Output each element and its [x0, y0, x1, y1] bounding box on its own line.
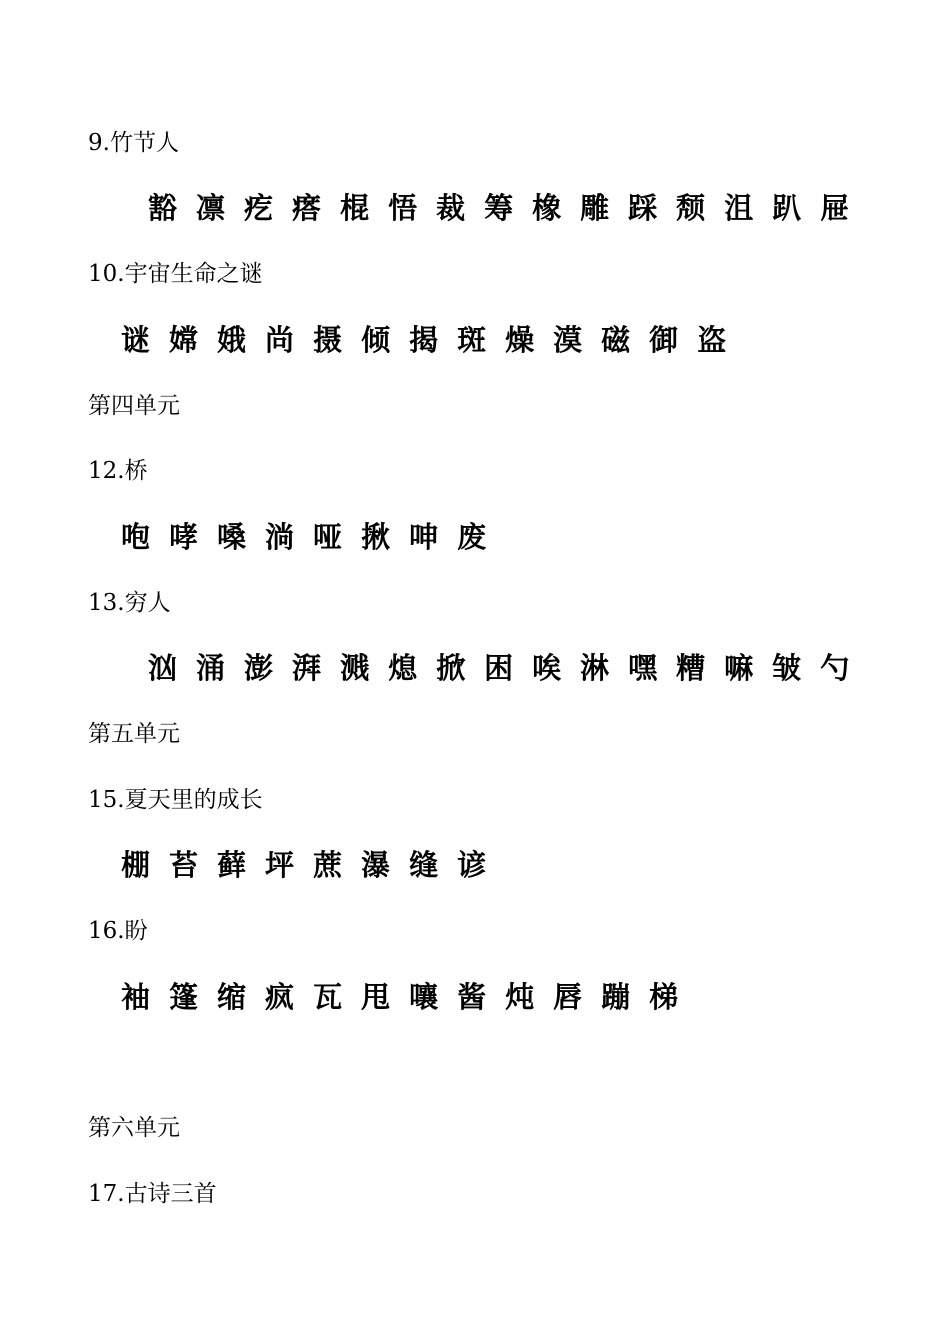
vocab-row-lesson-15 — [121, 845, 505, 885]
vocab-char: 梯 — [649, 980, 679, 1014]
vocab-char: 盗 — [697, 323, 727, 357]
vocab-char: 哑 — [313, 520, 343, 554]
lesson-heading-17: 17.古诗三首 — [88, 1181, 217, 1207]
vocab-char: 缩 — [217, 980, 247, 1014]
vocab-char: 谚 — [457, 848, 487, 882]
vocab-row-lesson-12 — [121, 517, 505, 557]
vocab-char: 淋 — [580, 651, 610, 685]
vocab-char: 踩 — [628, 191, 658, 225]
vocab-char: 嫦 — [169, 323, 199, 357]
vocab-char: 咆 — [121, 520, 151, 554]
vocab-char: 涌 — [196, 651, 226, 685]
vocab-char: 瘩 — [292, 191, 322, 225]
vocab-char: 勺 — [820, 651, 850, 685]
vocab-char: 棍 — [340, 191, 370, 225]
lesson-heading-13: 13.穷人 — [88, 590, 171, 616]
vocab-char: 娥 — [217, 323, 247, 357]
vocab-char: 凛 — [196, 191, 226, 225]
vocab-char: 雕 — [580, 191, 610, 225]
vocab-char: 揪 — [361, 520, 391, 554]
unit-heading-6: 第六单元 — [88, 1115, 180, 1141]
vocab-char: 疯 — [265, 980, 295, 1014]
vocab-char: 糟 — [676, 651, 706, 685]
vocab-char: 藓 — [217, 848, 247, 882]
vocab-row-lesson-16 — [121, 977, 697, 1017]
vocab-char: 斑 — [457, 323, 487, 357]
vocab-char: 篷 — [169, 980, 199, 1014]
vocab-char: 掀 — [436, 651, 466, 685]
vocab-char: 漠 — [553, 323, 583, 357]
vocab-char: 嘛 — [724, 651, 754, 685]
vocab-char: 御 — [649, 323, 679, 357]
vocab-char: 棚 — [121, 848, 151, 882]
vocab-char: 酱 — [457, 980, 487, 1014]
vocab-char: 湃 — [292, 651, 322, 685]
vocab-char: 淌 — [265, 520, 295, 554]
lesson-heading-16: 16.盼 — [88, 918, 148, 944]
vocab-char: 澎 — [244, 651, 274, 685]
vocab-char: 摄 — [313, 323, 343, 357]
unit-heading-4: 第四单元 — [88, 393, 180, 419]
vocab-char: 嚷 — [409, 980, 439, 1014]
lesson-heading-9: 9.竹节人 — [88, 130, 179, 156]
vocab-char: 倾 — [361, 323, 391, 357]
vocab-char: 悟 — [388, 191, 418, 225]
vocab-char: 汹 — [148, 651, 178, 685]
vocab-char: 谜 — [121, 323, 151, 357]
vocab-char: 溅 — [340, 651, 370, 685]
lesson-heading-10: 10.宇宙生命之谜 — [88, 261, 263, 287]
vocab-char: 嗓 — [217, 520, 247, 554]
vocab-row-lesson-13 — [148, 648, 868, 688]
vocab-char: 困 — [484, 651, 514, 685]
vocab-char: 炖 — [505, 980, 535, 1014]
vocab-char: 坪 — [265, 848, 295, 882]
vocab-char: 颓 — [676, 191, 706, 225]
lesson-heading-12: 12.桥 — [88, 458, 148, 484]
vocab-char: 筹 — [484, 191, 514, 225]
vocab-char: 瓦 — [313, 980, 343, 1014]
vocab-char: 呻 — [409, 520, 439, 554]
vocab-char: 裁 — [436, 191, 466, 225]
vocab-char: 哮 — [169, 520, 199, 554]
vocab-char: 废 — [457, 520, 487, 554]
vocab-char: 磁 — [601, 323, 631, 357]
vocab-char: 沮 — [724, 191, 754, 225]
vocab-char: 缝 — [409, 848, 439, 882]
unit-heading-5: 第五单元 — [88, 721, 180, 747]
vocab-char: 蔗 — [313, 848, 343, 882]
vocab-char: 趴 — [772, 191, 802, 225]
vocab-char: 袖 — [121, 980, 151, 1014]
vocab-char: 尚 — [265, 323, 295, 357]
vocab-char: 甩 — [361, 980, 391, 1014]
vocab-char: 唇 — [553, 980, 583, 1014]
lesson-heading-15: 15.夏天里的成长 — [88, 787, 263, 813]
vocab-char: 屉 — [820, 191, 850, 225]
vocab-char: 揭 — [409, 323, 439, 357]
vocab-char: 豁 — [148, 191, 178, 225]
vocab-char: 瀑 — [361, 848, 391, 882]
vocab-char: 橡 — [532, 191, 562, 225]
vocab-row-lesson-9 — [148, 188, 868, 228]
vocab-char: 熄 — [388, 651, 418, 685]
vocab-char: 燥 — [505, 323, 535, 357]
vocab-row-lesson-10 — [121, 320, 745, 360]
vocab-char: 疙 — [244, 191, 274, 225]
vocab-char: 苔 — [169, 848, 199, 882]
vocab-char: 唉 — [532, 651, 562, 685]
vocab-char: 皱 — [772, 651, 802, 685]
vocab-char: 蹦 — [601, 980, 631, 1014]
vocab-char: 嘿 — [628, 651, 658, 685]
